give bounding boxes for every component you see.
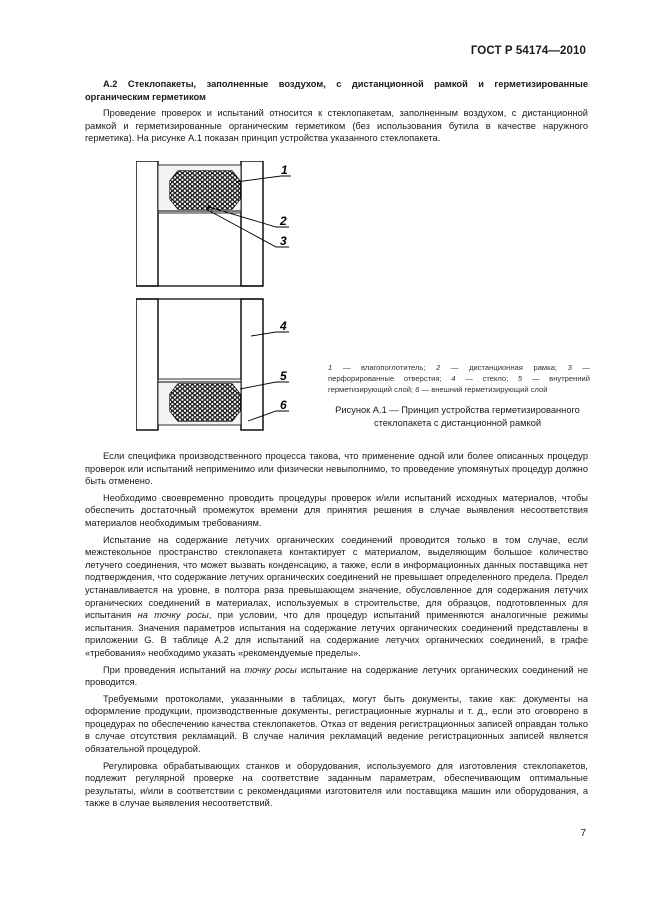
leader-dot-2 (207, 205, 210, 208)
legend-text-3: — перфорированные отверстия; (328, 363, 590, 383)
legend-num-5: 5 (517, 374, 523, 383)
legend-num-2: 2 (436, 363, 441, 372)
legend-text-4: — стекло; (455, 374, 518, 383)
legend-text-5: — внутренний герметизирующий слой; (328, 374, 590, 394)
section-intro: Проведение проверок и испытаний относится к стеклопакетам, заполненным воздухом, с дистанционной рамкой и герметизированные органическим герметиком (без использования бутила в качестве наружного герметика). На рисунке А.1 показан принцип устройства указанного стеклопакета. (85, 108, 588, 144)
label-3: 3 (280, 234, 287, 248)
legend-text-1: — влагопоглотитель; (332, 363, 437, 372)
standard-number: ГОСТ Р 54174—2010 (470, 45, 586, 57)
legend-text-2: — дистанционная рамка; (440, 363, 568, 372)
glazing-unit-diagram (136, 161, 306, 431)
legend-num-6: 6 (415, 385, 420, 394)
paragraph-4-part-b: испытание на содержание летучих органических соединений не проводится. (85, 664, 589, 688)
paragraph-6: Регулировка обрабатывающих станков и оборудования, используемого для изготовления стеклопакетов, подлежит регулярной проверке на соответствие заданным параметрам, обеспечивающим оптимальные результаты, и/или в соответствии с рекомендациями изготовителя или поставщика машин или оборудования, а также в случае выявления несоответствий. (85, 760, 588, 809)
label-2: 2 (280, 214, 287, 228)
section-a2 (85, 78, 588, 149)
legend-num-3: 3 (567, 363, 572, 372)
section-heading: А.2 Стеклопакеты, заполненные воздухом, с дистанционной рамкой и герметизированные органическим герметиком (85, 79, 588, 102)
legend-num-1: 1 (328, 363, 333, 372)
paragraph-2: Необходимо своевременно проводить процедуры проверок и/или испытаний исходных материалов, чтобы обеспечить достаточный промежуток времени для принятия решения в случае выявления несоответствия материалов необходимым требованиям. (85, 492, 588, 528)
label-1: 1 (281, 163, 288, 177)
page-number: 7 (580, 828, 586, 839)
spacer-frame-bottom (158, 379, 241, 425)
body-text (85, 450, 588, 814)
paragraph-4-emphasis: точку росы (244, 664, 297, 675)
paragraph-3 (85, 534, 588, 660)
legend-num-4: 4 (451, 374, 456, 383)
spacer-frame-top (158, 165, 241, 213)
figure-legend (328, 362, 590, 395)
legend-text-6: — внешний герметизирующий слой (419, 385, 548, 394)
figure-caption: Рисунок А.1 — Принцип устройства герметизированного стеклопакета с дистанционной рамкой (335, 405, 580, 428)
paragraph-3-emphasis: на точку росы (137, 610, 209, 621)
paragraph-4 (85, 664, 588, 689)
label-5: 5 (280, 369, 287, 383)
label-4: 4 (280, 319, 287, 333)
figure-a1 (136, 161, 306, 431)
paragraph-1: Если специфика производственного процесса таковa, что применение одной или более описанных процедур проверок или испытаний неприменимо или физически невыполнимо, то проведение упомянутых процедур должно быть отменено. (85, 451, 588, 487)
paragraph-5: Требуемыми протоколами, указанными в таблицах, могут быть документы, такие как: документы на оформление продукции, производственные документы, регистрационные журналы и т. д., если это оговорено в процедурах по обеспечению качества стеклопакетов. Отказ от ведения регистрационных записей оправдан только в случае отсутствия рекламаций. В случае наличия рекламаций ведение регистрационных записей является обязательной процедурой. (85, 693, 588, 755)
paragraph-4-part-a: При проведения испытаний на (103, 664, 245, 675)
paragraph-3-part-b: , при условии, что для процедур испытаний применяются аналогичные режимы испытания. Значения параметров испытания на содержание летучих органических соединений представлены в приложении G. В таблице А.2 для испытаний на содержание летучих органических соединений, в графе «требования» необходимо указать «рекомендуемые пределы». (85, 610, 589, 658)
label-6: 6 (280, 398, 287, 412)
paragraph-3-part-a: Испытание на содержание летучих органических соединений проводится только в том случае, если межстекольное пространство стеклопакета контактирует с материалом, выделяющим большое количество летучего соединения, что может вызвать конденсацию, а также, если в информационных данных поставщика нет подтверждения, что содержание летучих органических соединений не превышает определенного предела. Предел устанавливается на уровне, в полтора раза превышающем значение, обусловленное для содержания летучих органических соединений в материалах, используемых в строительстве, для образцов, подготовленных для испытания (85, 534, 588, 621)
